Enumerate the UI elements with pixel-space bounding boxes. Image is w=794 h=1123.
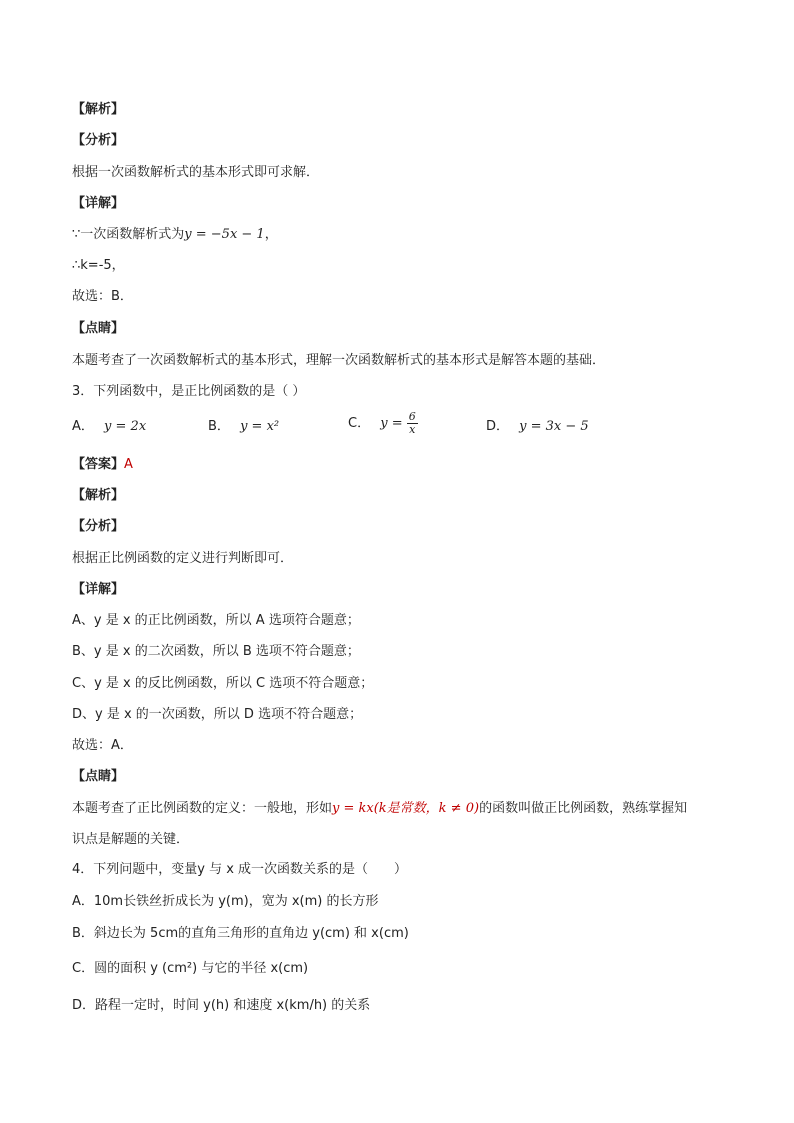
q3-option-d-label: D． — [486, 419, 510, 434]
formula-y-kx: y = kx(k是常数，k ≠ 0) — [332, 801, 480, 816]
q3-fenxi-text: 根据正比例函数的定义进行判断即可． — [72, 551, 294, 566]
q3-dianjing-line-2: 识点是解题的关键． — [72, 832, 190, 847]
q3-answer: 故选：A． — [72, 738, 133, 753]
fraction-denominator: x — [409, 423, 416, 436]
q4-option-c: C．圆的面积 y (cm²) 与它的半径 x(cm) — [72, 961, 309, 976]
formula-y-minus5x-1: y = −5x − 1 — [184, 227, 265, 242]
q3-detail-b: B、y 是 x 的二次函数，所以 B 选项不符合题意； — [72, 644, 360, 659]
q3-option-b-expr: y = x² — [240, 419, 280, 434]
q3-option-a — [72, 418, 146, 436]
q3-heading-xiangjie: 【详解】 — [72, 582, 125, 597]
q3-option-c-label: C． — [348, 416, 371, 431]
q3-heading-jiexi: 【解析】 — [72, 488, 125, 503]
q3-option-b-label: B． — [208, 419, 230, 434]
q3-option-d-expr: y = 3x − 5 — [519, 419, 589, 434]
fraction-numerator: 6 — [408, 410, 416, 423]
detail-line-1-end: ， — [264, 227, 278, 242]
q3-option-c — [348, 411, 418, 436]
q4-option-a: A．10m长铁丝折成长为 y(m)，宽为 x(m) 的长方形 — [72, 894, 379, 909]
q3-dianjing-text-b: 的函数叫做正比例函数，熟练掌握知 — [479, 801, 688, 816]
q3-dianjing-text-a: 本题考查了正比例函数的定义：一般地，形如 — [72, 801, 333, 816]
q3-detail-d: D、y 是 x 的一次函数，所以 D 选项不符合题意； — [72, 707, 363, 722]
q3-option-a-expr: y = 2x — [104, 419, 147, 434]
answer-value: A — [124, 457, 133, 472]
answer-line: 故选：B． — [72, 289, 133, 304]
detail-line-2: ∴k=-5， — [72, 258, 125, 273]
q3-option-a-label: A． — [72, 419, 94, 434]
q3-answer-line — [72, 456, 133, 474]
heading-dianjing: 【点睛】 — [72, 321, 125, 336]
detail-line-1 — [72, 226, 278, 244]
q4-option-d: D．路程一定时，时间 y(h) 和速度 x(km/h) 的关系 — [72, 998, 371, 1013]
q3-detail-c: C、y 是 x 的反比例函数，所以 C 选项不符合题意； — [72, 676, 374, 691]
question-3-stem: 3．下列函数中，是正比例函数的是（ ） — [72, 384, 306, 399]
q3-option-b — [208, 418, 279, 436]
q3-option-c-lhs: y = — [380, 416, 403, 431]
heading-jiexi: 【解析】 — [72, 102, 125, 117]
q3-option-d — [486, 418, 589, 436]
q3-option-c-fraction — [407, 411, 418, 436]
heading-daan: 【答案】 — [72, 457, 125, 472]
q3-heading-fenxi: 【分析】 — [72, 519, 125, 534]
q3-heading-dianjing: 【点睛】 — [72, 769, 125, 784]
fenxi-text: 根据一次函数解析式的基本形式即可求解． — [72, 165, 320, 180]
heading-xiangjie: 【详解】 — [72, 196, 125, 211]
dianjing-text: 本题考查了一次函数解析式的基本形式，理解一次函数解析式的基本形式是解答本题的基础． — [72, 353, 606, 368]
q4-option-b: B．斜边长为 5cm的直角三角形的直角边 y(cm) 和 x(cm) — [72, 926, 409, 941]
question-4-stem: 4．下列问题中，变量y 与 x 成一次函数关系的是（ ） — [72, 862, 408, 877]
q3-dianjing-line-1 — [72, 800, 687, 818]
heading-fenxi: 【分析】 — [72, 133, 125, 148]
q3-detail-a: A、y 是 x 的正比例函数，所以 A 选项符合题意； — [72, 613, 360, 628]
detail-line-1-text: ∵一次函数解析式为 — [72, 227, 185, 242]
